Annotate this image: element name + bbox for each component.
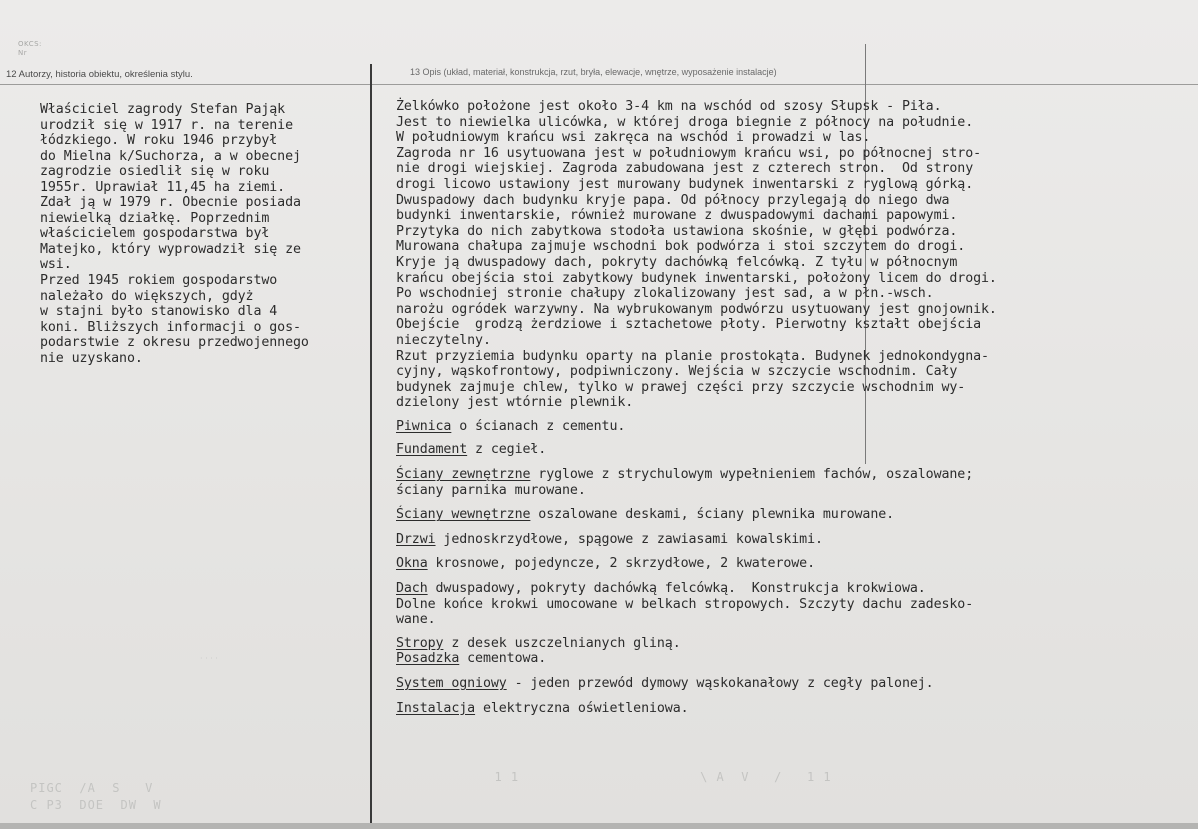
description-line: nieczytelny. [396, 332, 491, 348]
description-line: budynki inwentarskie, również murowane z dwuspadowymi dachami papowymi. [396, 208, 958, 224]
history-line: urodził się w 1917 r. na terenie [40, 117, 293, 133]
field-line [396, 676, 1186, 692]
history-line: Właściciel zagrody Stefan Pająk [40, 102, 286, 117]
field-label: Okna [396, 556, 428, 572]
field-line [396, 532, 1186, 548]
field-value: z cegieł. [467, 442, 547, 458]
description-line: narożu ogródek warzywny. Na wybrukowanym podwórzu usytuowany jest gnojownik. [396, 301, 997, 317]
field-value: elektryczna oświetleniowa. [475, 700, 689, 716]
field-value: krosnowe, pojedyncze, 2 skrzydłowe, 2 kwaterowe. [427, 556, 815, 572]
archive-stamp-line: Nr [18, 49, 28, 57]
field-label: Stropy [396, 635, 444, 651]
history-line: Zdał ją w 1979 r. Obecnie posiada [40, 195, 301, 211]
history-line: niewielką działkę. Poprzednim [40, 210, 270, 226]
description-line: Jest to niewielka ulicówka, w której droga biegnie z północy na południe. [396, 114, 974, 130]
section-13-label: 13 Opis (układ, materiał, konstrukcja, rzut, bryła, elewacje, wnętrze, wyposażenie instalacje) [410, 67, 777, 77]
field-label: Posadzka [396, 651, 460, 667]
faint-footer-text: 1 1 \ A V / 1 1 [478, 770, 832, 784]
field-value: jednoskrzydłowe, spągowe z zawiasami kowalskimi. [435, 531, 823, 547]
history-line: Przed 1945 rokiem gospodarstwo [40, 273, 278, 289]
field-spacer [396, 572, 1186, 581]
history-line: wsi. [40, 257, 72, 273]
field-line [396, 701, 1186, 717]
header-rule [0, 84, 1198, 85]
field-value: cementowa. [459, 651, 547, 667]
history-line: w stajni było stanowisko dla 4 [40, 304, 278, 320]
description-line: W południowym krańcu wsi zakręca na wschód i prowadzi w las. [396, 130, 871, 146]
history-line: Matejko, który wyprowadził się ze [40, 241, 301, 257]
field-label: Drzwi [396, 531, 436, 547]
field-spacer [396, 523, 1186, 532]
history-line: do Mielna k/Suchorza, a w obecnej [40, 148, 301, 164]
description-line: budynek zajmuje chlew, tylko w prawej części przy szczycie wschodnim wy- [396, 379, 966, 395]
field-value: dwuspadowy, pokryty dachówką felcówką. Konstrukcja krokwiowa. [427, 581, 926, 597]
field-label: Dach [396, 581, 428, 597]
construction-fields [396, 411, 1186, 716]
history-line: 1955r. Uprawiał 11,45 ha ziemi. [40, 179, 286, 195]
description-line: Zagroda nr 16 usytuowana jest w południowym krańcu wsi, po północnej stro- [396, 145, 982, 161]
description-text [396, 99, 1186, 411]
description-line: Żelkówko położone jest około 3-4 km na wschód od szosy Słupsk - Piła. [396, 99, 942, 114]
description-line: nie drogi wiejskiej. Zagroda zabudowana jest z czterech stron. Od strony [396, 161, 974, 177]
history-line: zagrodzie osiedlił się w roku [40, 164, 270, 180]
description-line: Obejście grodzą żerdziowe i sztachetowe płoty. Pierwotny kształt obejścia [396, 317, 982, 333]
description-line: Murowana chałupa zajmuje wschodni bok podwórza i stoi szczytem do drogi. [396, 239, 966, 255]
field-value: oszalowane deskami, ściany plewnika murowane. [530, 507, 895, 523]
history-line: podarstwie z okresu przedwojennego [40, 335, 309, 351]
field-label: Instalacja [396, 700, 476, 716]
history-line: nie uzyskano. [40, 350, 143, 366]
field-spacer [396, 498, 1186, 507]
field-spacer [396, 692, 1186, 701]
description-line: drogi licowo ustawiony jest murowany budynek inwentarski z ryglową górką. [396, 176, 974, 192]
description-line: Dwuspadowy dach budynku kryje papa. Od północy przylegają do niego dwa [396, 192, 950, 208]
field-spacer [396, 458, 1186, 467]
history-line: właścicielem gospodarstwa był [40, 226, 270, 242]
archive-stamp [18, 40, 42, 58]
history-text [40, 102, 370, 366]
field-spacer [396, 547, 1186, 556]
description-line: Po wschodniej stronie chałupy zlokalizowany jest sad, a w płn.-wsch. [396, 286, 934, 302]
description-line: Kryje ją dwuspadowy dach, pokryty dachówką felcówką. Z tyłu w północnym [396, 254, 958, 270]
field-line [396, 467, 1186, 483]
field-line [396, 556, 1186, 572]
field-value: ryglowe z strychulowym wypełnieniem fachów, oszalowane; [530, 467, 974, 483]
field-line [396, 636, 1186, 652]
field-spacer [396, 667, 1186, 676]
history-line: koni. Bliższych informacji o gos- [40, 319, 301, 335]
field-continuation: wane. [396, 612, 436, 628]
field-value: o ścianach z cementu. [451, 418, 626, 434]
history-line: łódzkiego. W roku 1946 przybył [40, 133, 278, 149]
field-label: Ściany wewnętrzne [396, 507, 531, 523]
field-value: - jeden przewód dymowy wąskokanałowy z cegły palonej. [506, 676, 934, 691]
field-continuation: Dolne końce krokwi umocowane w belkach stropowych. Szczyty dachu zadesko- [396, 596, 974, 612]
field-line [396, 419, 1186, 435]
section-12-label: 12 Autorzy, historia obiektu, określenia stylu. [6, 69, 193, 80]
field-line [396, 507, 1186, 523]
field-spacer [396, 628, 1186, 636]
field-label: System ogniowy [396, 676, 507, 691]
card-bottom-edge [0, 823, 1198, 829]
field-line [396, 651, 1186, 667]
description-block [396, 99, 1186, 716]
description-line: Przytyka do nich zabytkowa stodoła ustawiona skośnie, w głębi podwórza. [396, 223, 958, 239]
field-continuation: ściany parnika murowane. [396, 482, 586, 498]
field-label: Piwnica [396, 418, 452, 434]
field-label: Fundament [396, 442, 468, 458]
field-value: z desek uszczelnianych gliną. [443, 635, 681, 651]
field-line [396, 442, 1186, 458]
archive-stamp-line: OKCS: [18, 40, 42, 48]
field-line [396, 581, 1186, 597]
faint-footer-text: PIGC /A S V [30, 781, 154, 795]
ghost-mark: · · · · [200, 654, 218, 663]
description-line: krańcu obejścia stoi zabytkowy budynek inwentarski, położony licem do drogi. [396, 270, 997, 286]
field-label: Ściany zewnętrzne [396, 467, 531, 483]
field-spacer [396, 434, 1186, 442]
description-line: dzielony jest wtórnie plewnik. [396, 395, 634, 411]
faint-footer-text: C P3 DOE DW W [30, 798, 162, 812]
field-spacer [396, 411, 1186, 419]
description-line: Rzut przyziemia budynku oparty na planie prostokąta. Budynek jednokondygna- [396, 348, 989, 364]
history-line: należało do większych, gdyż [40, 288, 254, 304]
description-line: cyjny, wąskofrontowy, podpiwniczony. Wejścia w szczycie wschodnim. Cały [396, 364, 958, 380]
column-divider [370, 64, 372, 829]
